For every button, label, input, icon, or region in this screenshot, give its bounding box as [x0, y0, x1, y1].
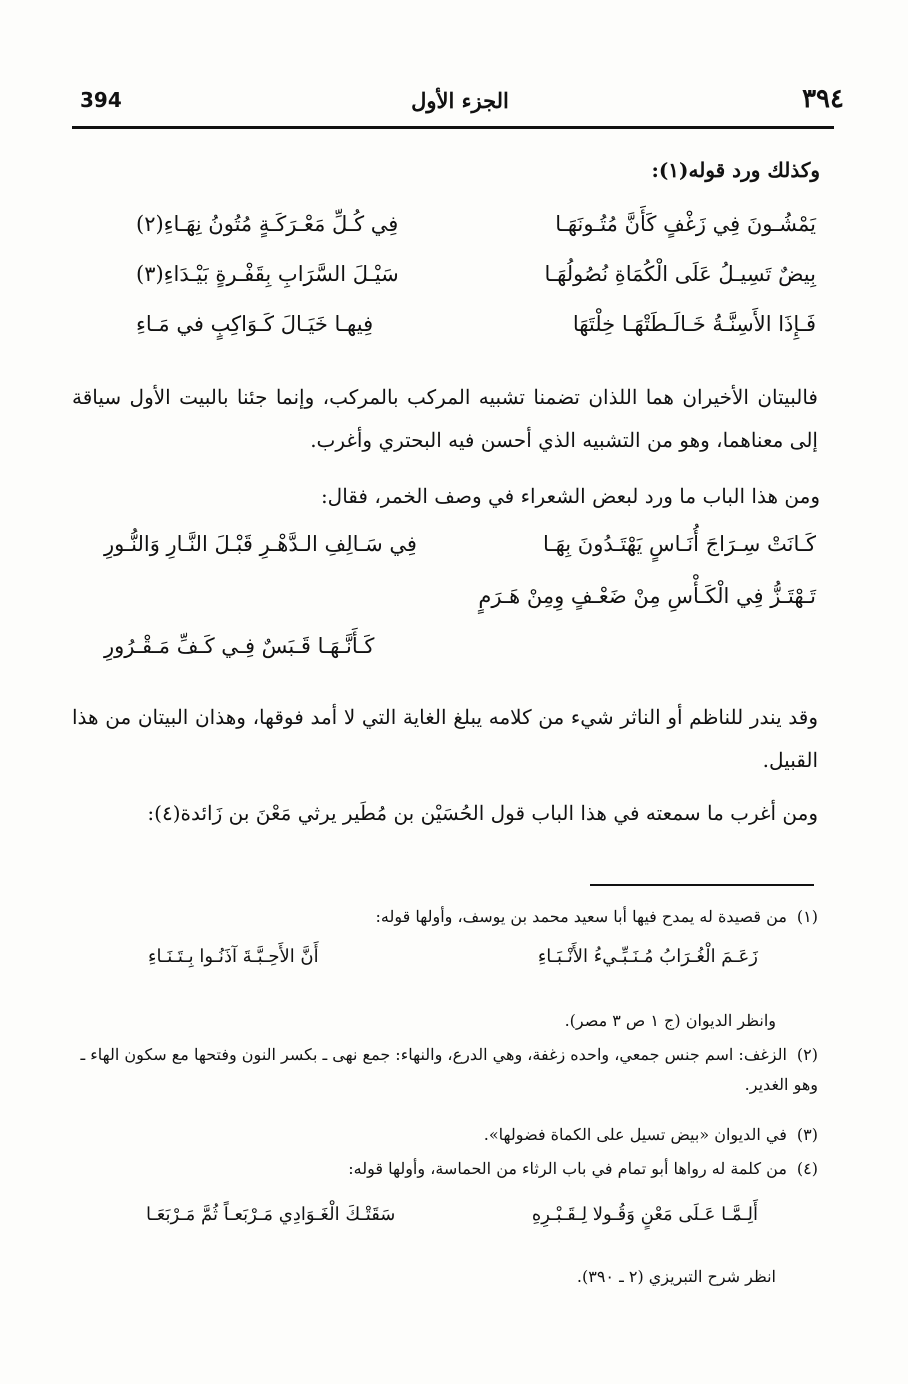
footnote-1: [72, 902, 818, 932]
page-number-arabic: ٣٩٤: [802, 84, 844, 114]
footnote-text: من كلمة له رواها أبو تمام في باب الرثاء من الحماسة، وأولها قوله:: [348, 1159, 787, 1178]
header-rule: [72, 126, 834, 129]
poem1-verse-3-left: فِيهـا خَيَـالَ كَـوَاكِبٍ في مَـاءِ: [136, 312, 374, 336]
intro-line-2: ومن هذا الباب ما ورد لبعض الشعراء في وصف الخمر، فقال:: [320, 484, 820, 508]
footnote-3: [484, 1120, 818, 1150]
footnote-1-verse-left: أَنَّ الأَحِـبَّـةَ آذَنُـوا بِـتَـنَـاءِ: [148, 946, 319, 967]
footnote-number: (١): [796, 907, 818, 926]
footnote-1-verse-right: زَعَـمَ الْغُـرَابُ مُـنَـبِّـيءُ الأَنْـبَـاءِ: [537, 946, 758, 967]
paragraph-3: ومن أغرب ما سمعته في هذا الباب قول الحُسَيْن بن مُطَير يرثي مَعْنَ بن زَائدة(٤):: [147, 801, 818, 825]
paragraph-1: فالبيتان الأخيران هما اللذان تضمنا تشبيه المركب بالمركب، وإنما جئنا بالبيت الأول سياقة إلى معناهما، وهو من التشبيه الذي أحسن فيه البحتري وأغرب.: [72, 385, 818, 452]
footnote-4-verse-left: سَقَتْـكَ الْغَـوَادِي مَـرْبَعـاً ثُمَّ مَـرْبَعَـا: [146, 1204, 396, 1225]
footnote-number: (٣): [796, 1125, 818, 1144]
page-header: [72, 84, 848, 124]
footnote-text: من قصيدة له يمدح فيها أبا سعيد محمد بن يوسف، وأولها قوله:: [375, 907, 787, 926]
poem1-verse-3-right: فَـإِذَا الأَسِنَّـةُ خَـالَـطَتْهَـا خِلْتَهَا: [572, 312, 816, 336]
intro-line-1: وكذلك ورد قوله(١):: [651, 158, 820, 182]
poem2-line-3: كَـأَنَّـهَـا قَـبَسٌ فِـي كَـفِّ مَـقْـرُورِ: [104, 634, 375, 658]
footnote-4-verse-right: أَلِـمَّـا عَـلَى مَعْنٍ وَقُـولا لِـقَـبْـرِهِ: [531, 1204, 758, 1225]
poem1-verse-1-right: يَمْشُـونَ فِي زَغْفٍ كَأَنَّ مُتُـونَهَـا: [555, 212, 816, 236]
poem1-verse-1-left: فِي كُـلِّ مَعْـرَكَـةٍ مُتُونُ نِهَـاءِ(٢): [136, 212, 399, 236]
footnote-number: (٤): [796, 1159, 818, 1178]
footnote-separator: [590, 884, 814, 886]
footnote-4-source: انظر شرح التبريزي (٢ ـ ٣٩٠).: [576, 1267, 776, 1286]
page-number-latin: 394: [80, 88, 122, 112]
footnote-1-source: وانظر الديوان (ج ١ ص ٣ مصر).: [564, 1011, 776, 1030]
footnote-4: [348, 1154, 818, 1184]
footnote-number: (٢): [796, 1045, 818, 1064]
poem2-line-1-right: كَـانَتْ سِـرَاجَ أُنَـاسٍ يَهْتَـدُونَ بِهَـا: [543, 532, 816, 556]
running-title: الجزء الأول: [411, 88, 509, 113]
footnote-text: الزغف: اسم جنس جمعي، واحده زغفة، وهي الدرع، والنهاء: جمع نهى ـ بكسر النون وفتحها مع سكون الهاء ـ وهو الغدير.: [80, 1045, 818, 1094]
footnote-text: في الديوان «بيض تسيل على الكماة فضولها».: [483, 1125, 787, 1144]
poem2-line-2: تَـهْتَـزُّ فِي الْكَـأْسِ مِنْ ضَعْـفٍ وِمِنْ هَـرَمٍ: [478, 584, 816, 608]
poem1-verse-2-left: سَيْـلَ السَّرَابِ بِقَفْـرةٍ بَيْـدَاءِ(٣): [136, 262, 399, 286]
poem1-verse-2-right: بِيضٌ تَسِيـلُ عَلَى الْكُمَاةِ نُصُولُهَـا: [544, 262, 816, 286]
paragraph-2: وقد يندر للناظم أو الناثر شيء من كلامه يبلغ الغاية التي لا أمد فوقها، وهذان البيتان من هذا القبيل.: [72, 705, 818, 772]
poem2-line-1-left: فِي سَـالِفِ الـدَّهْـرِ قَبْـلَ النَّـارِ وَالنُّـورِ: [104, 532, 417, 556]
footnote-2: [72, 1040, 818, 1100]
